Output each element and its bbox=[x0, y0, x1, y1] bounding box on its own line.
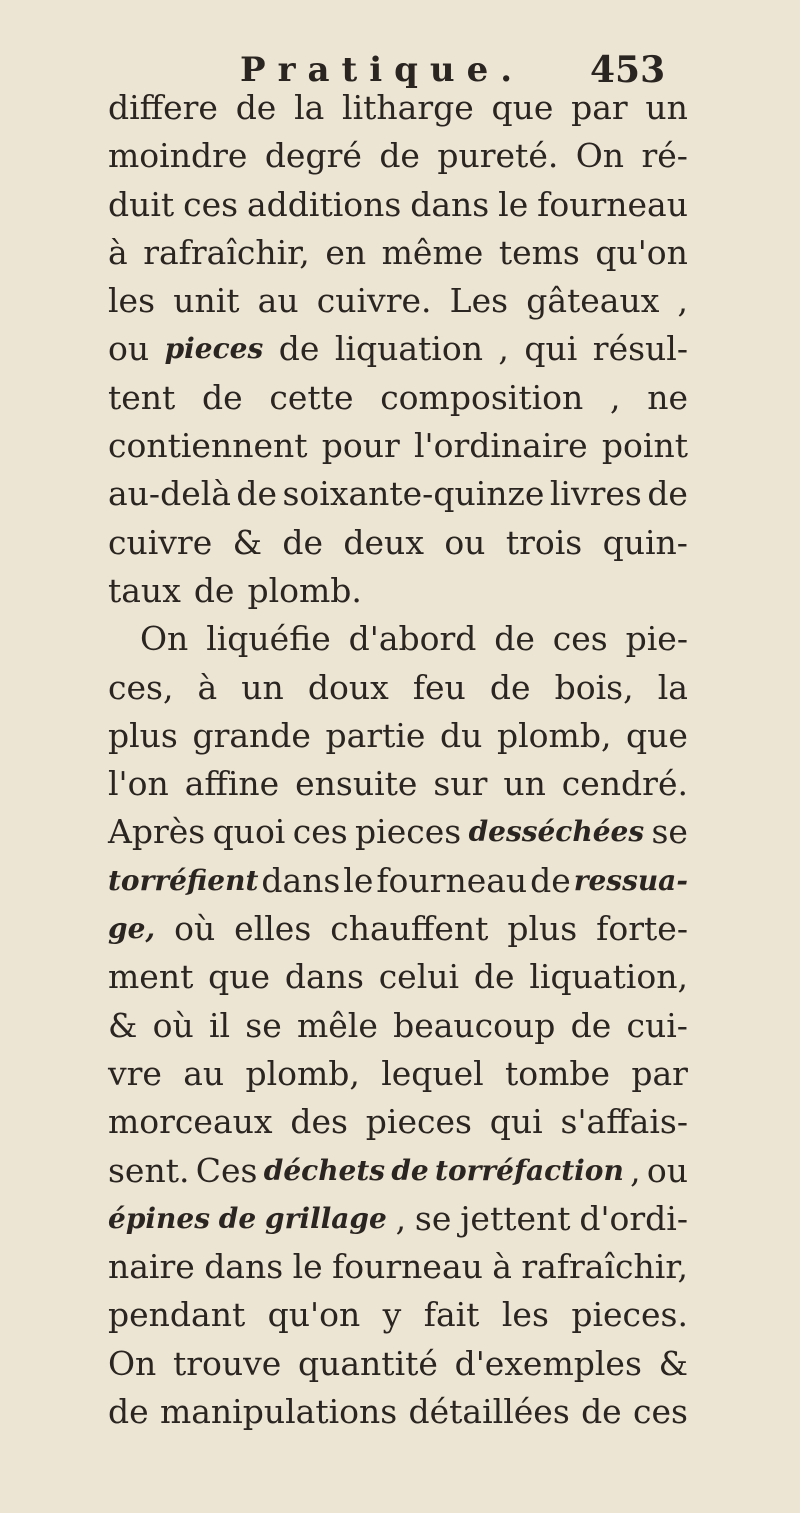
page-number: 453 bbox=[590, 49, 666, 91]
word: cette bbox=[269, 377, 354, 417]
word: bois, bbox=[554, 667, 634, 707]
word: contiennent bbox=[108, 426, 308, 466]
word: résul- bbox=[592, 329, 688, 369]
word: pureté. bbox=[437, 136, 559, 176]
text-line bbox=[108, 1291, 688, 1339]
word: composition bbox=[380, 377, 584, 417]
word: litharge bbox=[342, 88, 474, 127]
word: à bbox=[492, 1247, 512, 1287]
word: elles bbox=[234, 909, 312, 949]
word: d'exemples bbox=[454, 1343, 642, 1383]
word: differe bbox=[108, 88, 218, 127]
word: pieces bbox=[365, 1102, 472, 1142]
word: pendant bbox=[108, 1295, 246, 1335]
italic-term: desséchées bbox=[468, 815, 645, 849]
word: ou bbox=[646, 1150, 688, 1190]
word: qu'on bbox=[595, 232, 688, 272]
word: pie- bbox=[625, 619, 688, 659]
word: plus bbox=[507, 909, 578, 949]
word: beaucoup bbox=[393, 1005, 556, 1045]
italic-term: épines bbox=[108, 1201, 210, 1235]
word: liquéfie bbox=[206, 619, 331, 659]
word: sent. bbox=[108, 1150, 190, 1190]
word: de bbox=[489, 667, 531, 707]
word: , bbox=[609, 377, 621, 417]
text-line bbox=[108, 374, 688, 422]
word: de bbox=[108, 1392, 149, 1432]
italic-term: de bbox=[391, 1153, 429, 1187]
word: d'abord bbox=[348, 619, 477, 659]
word: un bbox=[503, 764, 546, 804]
word: au bbox=[183, 1053, 225, 1093]
word: sur bbox=[433, 764, 488, 804]
word: par bbox=[631, 1053, 688, 1093]
word: se bbox=[414, 1198, 452, 1238]
word: qui bbox=[524, 329, 578, 369]
word: un bbox=[645, 88, 688, 127]
word: & bbox=[658, 1343, 688, 1383]
italic-term: déchets bbox=[263, 1153, 386, 1187]
word: l'on bbox=[108, 764, 169, 804]
word: des bbox=[290, 1102, 348, 1142]
text-line bbox=[108, 132, 688, 180]
word: naire bbox=[108, 1247, 195, 1287]
word: affine bbox=[184, 764, 280, 804]
word: , bbox=[498, 329, 509, 369]
text-line bbox=[108, 712, 688, 760]
word: ou bbox=[108, 329, 150, 369]
word: ces bbox=[552, 619, 608, 659]
word: tent bbox=[108, 377, 176, 417]
word: duit bbox=[108, 184, 175, 224]
word: chauffent bbox=[330, 909, 489, 949]
word: même bbox=[381, 232, 484, 272]
word: d'ordi- bbox=[579, 1198, 688, 1238]
word: de bbox=[236, 474, 278, 514]
word: fourneau bbox=[537, 184, 688, 224]
word: de bbox=[530, 860, 571, 900]
word: taux bbox=[108, 570, 181, 610]
word: dans bbox=[284, 957, 364, 997]
word: au bbox=[257, 281, 299, 321]
word: ré- bbox=[641, 136, 688, 176]
italic-term: ressua- bbox=[573, 863, 688, 897]
italic-term: ge, bbox=[108, 912, 156, 946]
text-line bbox=[108, 1147, 688, 1195]
word: & bbox=[108, 1005, 138, 1045]
text-line bbox=[108, 664, 688, 712]
word: au-delà bbox=[108, 474, 231, 514]
word: de bbox=[235, 88, 277, 127]
word: que bbox=[491, 88, 554, 127]
word: à bbox=[108, 232, 128, 272]
text-line bbox=[108, 760, 688, 808]
word: ces, bbox=[108, 667, 174, 707]
word: il bbox=[208, 1005, 231, 1045]
word: de bbox=[193, 570, 235, 610]
text-line bbox=[108, 519, 688, 567]
word: ment bbox=[108, 957, 194, 997]
word: que bbox=[626, 715, 688, 755]
word: cendré. bbox=[561, 764, 688, 804]
word: de bbox=[473, 957, 515, 997]
word: On bbox=[108, 1343, 157, 1383]
word: en bbox=[325, 232, 367, 272]
word: dans bbox=[410, 184, 490, 224]
word: détaillées bbox=[408, 1392, 570, 1432]
word: plomb. bbox=[247, 570, 362, 610]
word: se bbox=[245, 1005, 282, 1045]
word: partie bbox=[325, 715, 426, 755]
text-line bbox=[108, 277, 688, 325]
word: cuivre. bbox=[316, 281, 432, 321]
word: ou bbox=[444, 522, 486, 562]
word: où bbox=[152, 1005, 194, 1045]
word: l'ordinaire bbox=[413, 426, 588, 466]
text-line bbox=[108, 1050, 688, 1098]
word: lequel bbox=[381, 1053, 484, 1093]
word: livres bbox=[549, 474, 642, 514]
text-line bbox=[108, 1195, 688, 1243]
word: unit bbox=[173, 281, 240, 321]
word: ensuite bbox=[295, 764, 418, 804]
word: de bbox=[278, 329, 320, 369]
text-line bbox=[108, 325, 688, 373]
word: liquation, bbox=[529, 957, 688, 997]
word: feu bbox=[412, 667, 466, 707]
word: cuivre bbox=[108, 522, 213, 562]
word: du bbox=[440, 715, 483, 755]
word: soixante-quinze bbox=[282, 474, 545, 514]
word: deux bbox=[343, 522, 424, 562]
text-line bbox=[108, 422, 688, 470]
text-line bbox=[108, 84, 688, 132]
word: plomb, bbox=[496, 715, 612, 755]
word: rafraîchir, bbox=[143, 232, 310, 272]
word: Les bbox=[449, 281, 509, 321]
word: se bbox=[651, 812, 688, 852]
word: , bbox=[395, 1198, 407, 1238]
word: additions bbox=[246, 184, 402, 224]
word: trois bbox=[505, 522, 583, 562]
word: fourneau bbox=[376, 860, 528, 900]
italic-term: de bbox=[218, 1201, 257, 1235]
text-line bbox=[108, 1002, 688, 1050]
text-line bbox=[108, 181, 688, 229]
word: de bbox=[282, 522, 324, 562]
word: liquation bbox=[334, 329, 483, 369]
word: la bbox=[657, 667, 688, 707]
word: quoi bbox=[212, 812, 286, 852]
text-line bbox=[108, 808, 688, 856]
word: le bbox=[292, 1247, 323, 1287]
word: plomb, bbox=[245, 1053, 360, 1093]
word: rafraîchir, bbox=[521, 1247, 688, 1287]
word: Ces bbox=[195, 1150, 258, 1190]
word: de bbox=[202, 377, 243, 417]
word: un bbox=[241, 667, 284, 707]
word: y bbox=[382, 1295, 402, 1335]
italic-term: torréfaction bbox=[435, 1153, 624, 1187]
word: ces bbox=[183, 184, 239, 224]
word: de bbox=[581, 1392, 622, 1432]
word: que bbox=[208, 957, 271, 997]
word: pieces bbox=[355, 812, 462, 852]
word: & bbox=[232, 522, 262, 562]
word: dans bbox=[261, 860, 341, 900]
word: la bbox=[294, 88, 325, 127]
word: moindre bbox=[108, 136, 248, 176]
word: s'affais- bbox=[560, 1102, 688, 1142]
italic-term: torréfient bbox=[108, 863, 259, 897]
word: où bbox=[174, 909, 216, 949]
text-line bbox=[108, 1340, 688, 1388]
word: ces bbox=[633, 1392, 688, 1432]
word: tombe bbox=[505, 1053, 611, 1093]
word: les bbox=[501, 1295, 549, 1335]
word: tems bbox=[498, 232, 580, 272]
word: dans bbox=[204, 1247, 284, 1287]
word: de bbox=[494, 619, 535, 659]
word: ces bbox=[292, 812, 348, 852]
italic-term: pieces bbox=[164, 332, 264, 366]
text-line bbox=[108, 470, 688, 518]
word: On bbox=[140, 619, 189, 659]
word: à bbox=[197, 667, 218, 707]
word: fait bbox=[423, 1295, 480, 1335]
text-line bbox=[108, 615, 688, 663]
word: grande bbox=[192, 715, 311, 755]
word: point bbox=[601, 426, 688, 466]
text-line bbox=[108, 1098, 688, 1146]
word: manipulations bbox=[159, 1392, 398, 1432]
word: qu'on bbox=[267, 1295, 361, 1335]
word: quin- bbox=[602, 522, 688, 562]
word: plus bbox=[108, 715, 178, 755]
word: mêle bbox=[296, 1005, 378, 1045]
italic-term: grillage bbox=[265, 1201, 387, 1235]
text-line bbox=[108, 857, 688, 905]
text-line bbox=[108, 953, 688, 1001]
word: trouve bbox=[172, 1343, 282, 1383]
text-line bbox=[108, 229, 688, 277]
word: gâteaux bbox=[526, 281, 660, 321]
word: , bbox=[677, 281, 688, 321]
word: par bbox=[571, 88, 628, 127]
text-line bbox=[108, 905, 688, 953]
running-title: Pratique. bbox=[240, 50, 525, 90]
word: fourneau bbox=[332, 1247, 483, 1287]
text-line bbox=[108, 1388, 688, 1436]
word: de bbox=[647, 474, 688, 514]
word: Après bbox=[108, 812, 206, 852]
text-line bbox=[108, 1243, 688, 1291]
word: forte- bbox=[596, 909, 688, 949]
word: jettent bbox=[460, 1198, 571, 1238]
word: pour bbox=[321, 426, 400, 466]
text-line bbox=[108, 567, 688, 615]
body-text bbox=[108, 84, 688, 1436]
word: le bbox=[343, 860, 374, 900]
word: degré bbox=[264, 136, 362, 176]
word: qui bbox=[489, 1102, 543, 1142]
word: vre bbox=[108, 1053, 162, 1093]
word: doux bbox=[307, 667, 389, 707]
word: pieces. bbox=[571, 1295, 688, 1335]
word: de bbox=[570, 1005, 612, 1045]
word: quantité bbox=[298, 1343, 438, 1383]
word: les bbox=[108, 281, 156, 321]
word: ne bbox=[647, 377, 688, 417]
word: On bbox=[575, 136, 625, 176]
word: celui bbox=[378, 957, 460, 997]
word: le bbox=[498, 184, 529, 224]
word: cui- bbox=[626, 1005, 688, 1045]
word: de bbox=[379, 136, 420, 176]
word: , bbox=[630, 1150, 641, 1190]
word: morceaux bbox=[108, 1102, 273, 1142]
